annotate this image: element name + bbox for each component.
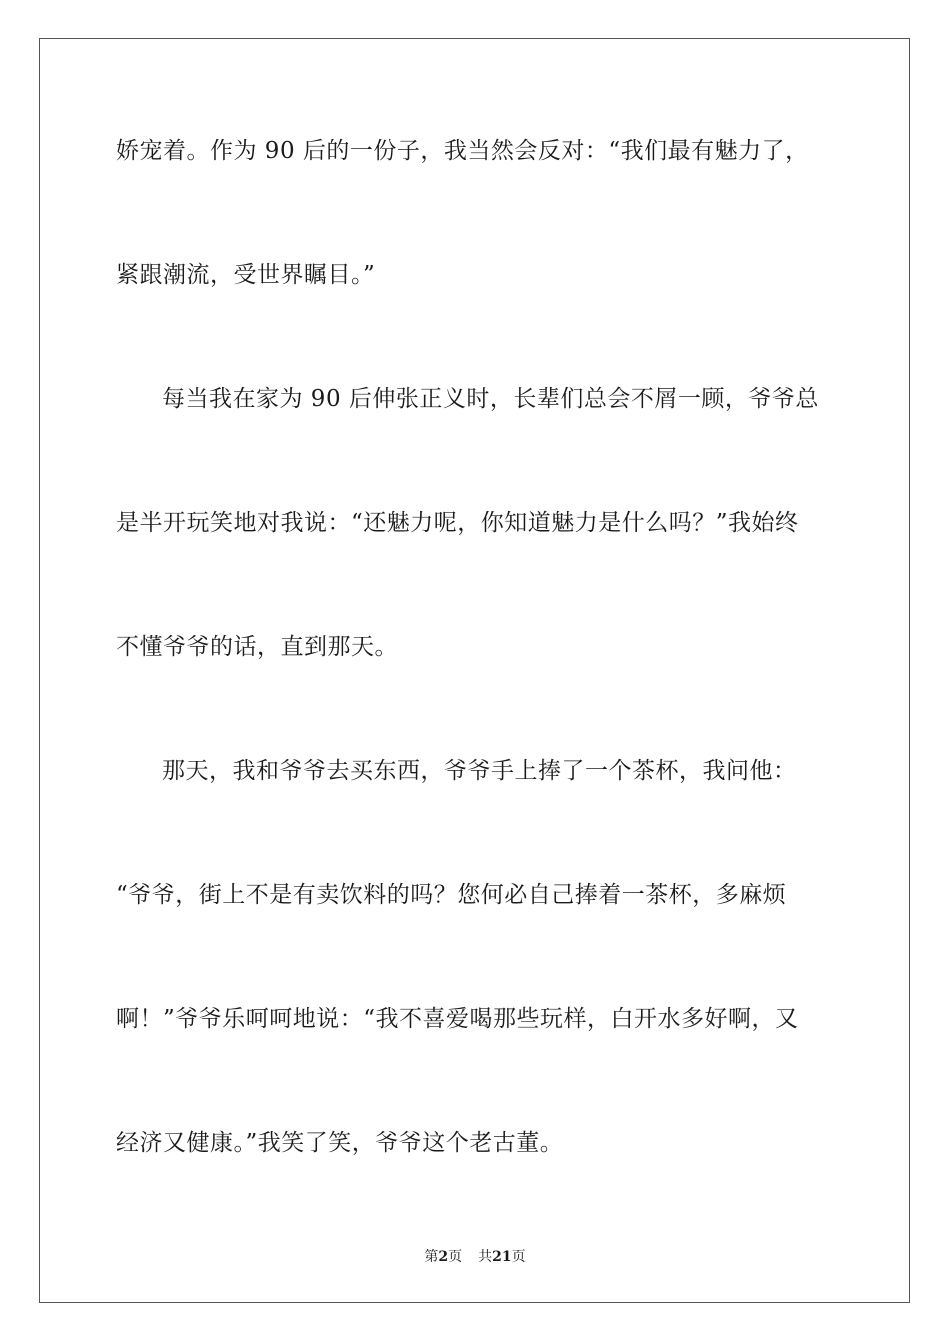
body-text-line: 不懂爷爷的话，直到那天。 bbox=[116, 634, 398, 660]
paragraph-first-line: 那天，我和爷爷去买东西，爷爷手上捧了一个茶杯，我问他： bbox=[162, 758, 797, 784]
body-text-line: 娇宠着。作为 90 后的一份子，我当然会反对：“我们最有魅力了， bbox=[116, 138, 809, 164]
total-unit: 页 bbox=[511, 1249, 526, 1265]
page-border bbox=[39, 38, 910, 1303]
body-text-line: 经济又健康。”我笑了笑，爷爷这个老古董。 bbox=[116, 1130, 564, 1156]
current-page-number: 2 bbox=[438, 1249, 449, 1265]
page-unit: 页 bbox=[448, 1249, 463, 1265]
total-page-count: 21 bbox=[492, 1249, 512, 1265]
paragraph-first-line: 每当我在家为 90 后伸张正义时，长辈们总会不屑一顾，爷爷总 bbox=[162, 386, 819, 412]
total-prefix: 共 bbox=[478, 1249, 493, 1265]
page-prefix: 第 bbox=[424, 1249, 439, 1265]
body-text-line: 紧跟潮流，受世界瞩目。” bbox=[116, 262, 376, 288]
page-footer bbox=[0, 1247, 950, 1267]
body-text-line: 是半开玩笑地对我说：“还魅力呢，你知道魅力是什么吗？”我始终 bbox=[116, 510, 799, 536]
body-text-line: 啊！”爷爷乐呵呵地说：“我不喜爱喝那些玩样，白开水多好啊，又 bbox=[116, 1006, 799, 1032]
body-text-line: “爷爷，街上不是有卖饮料的吗？您何必自己捧着一茶杯，多麻烦 bbox=[116, 882, 787, 908]
